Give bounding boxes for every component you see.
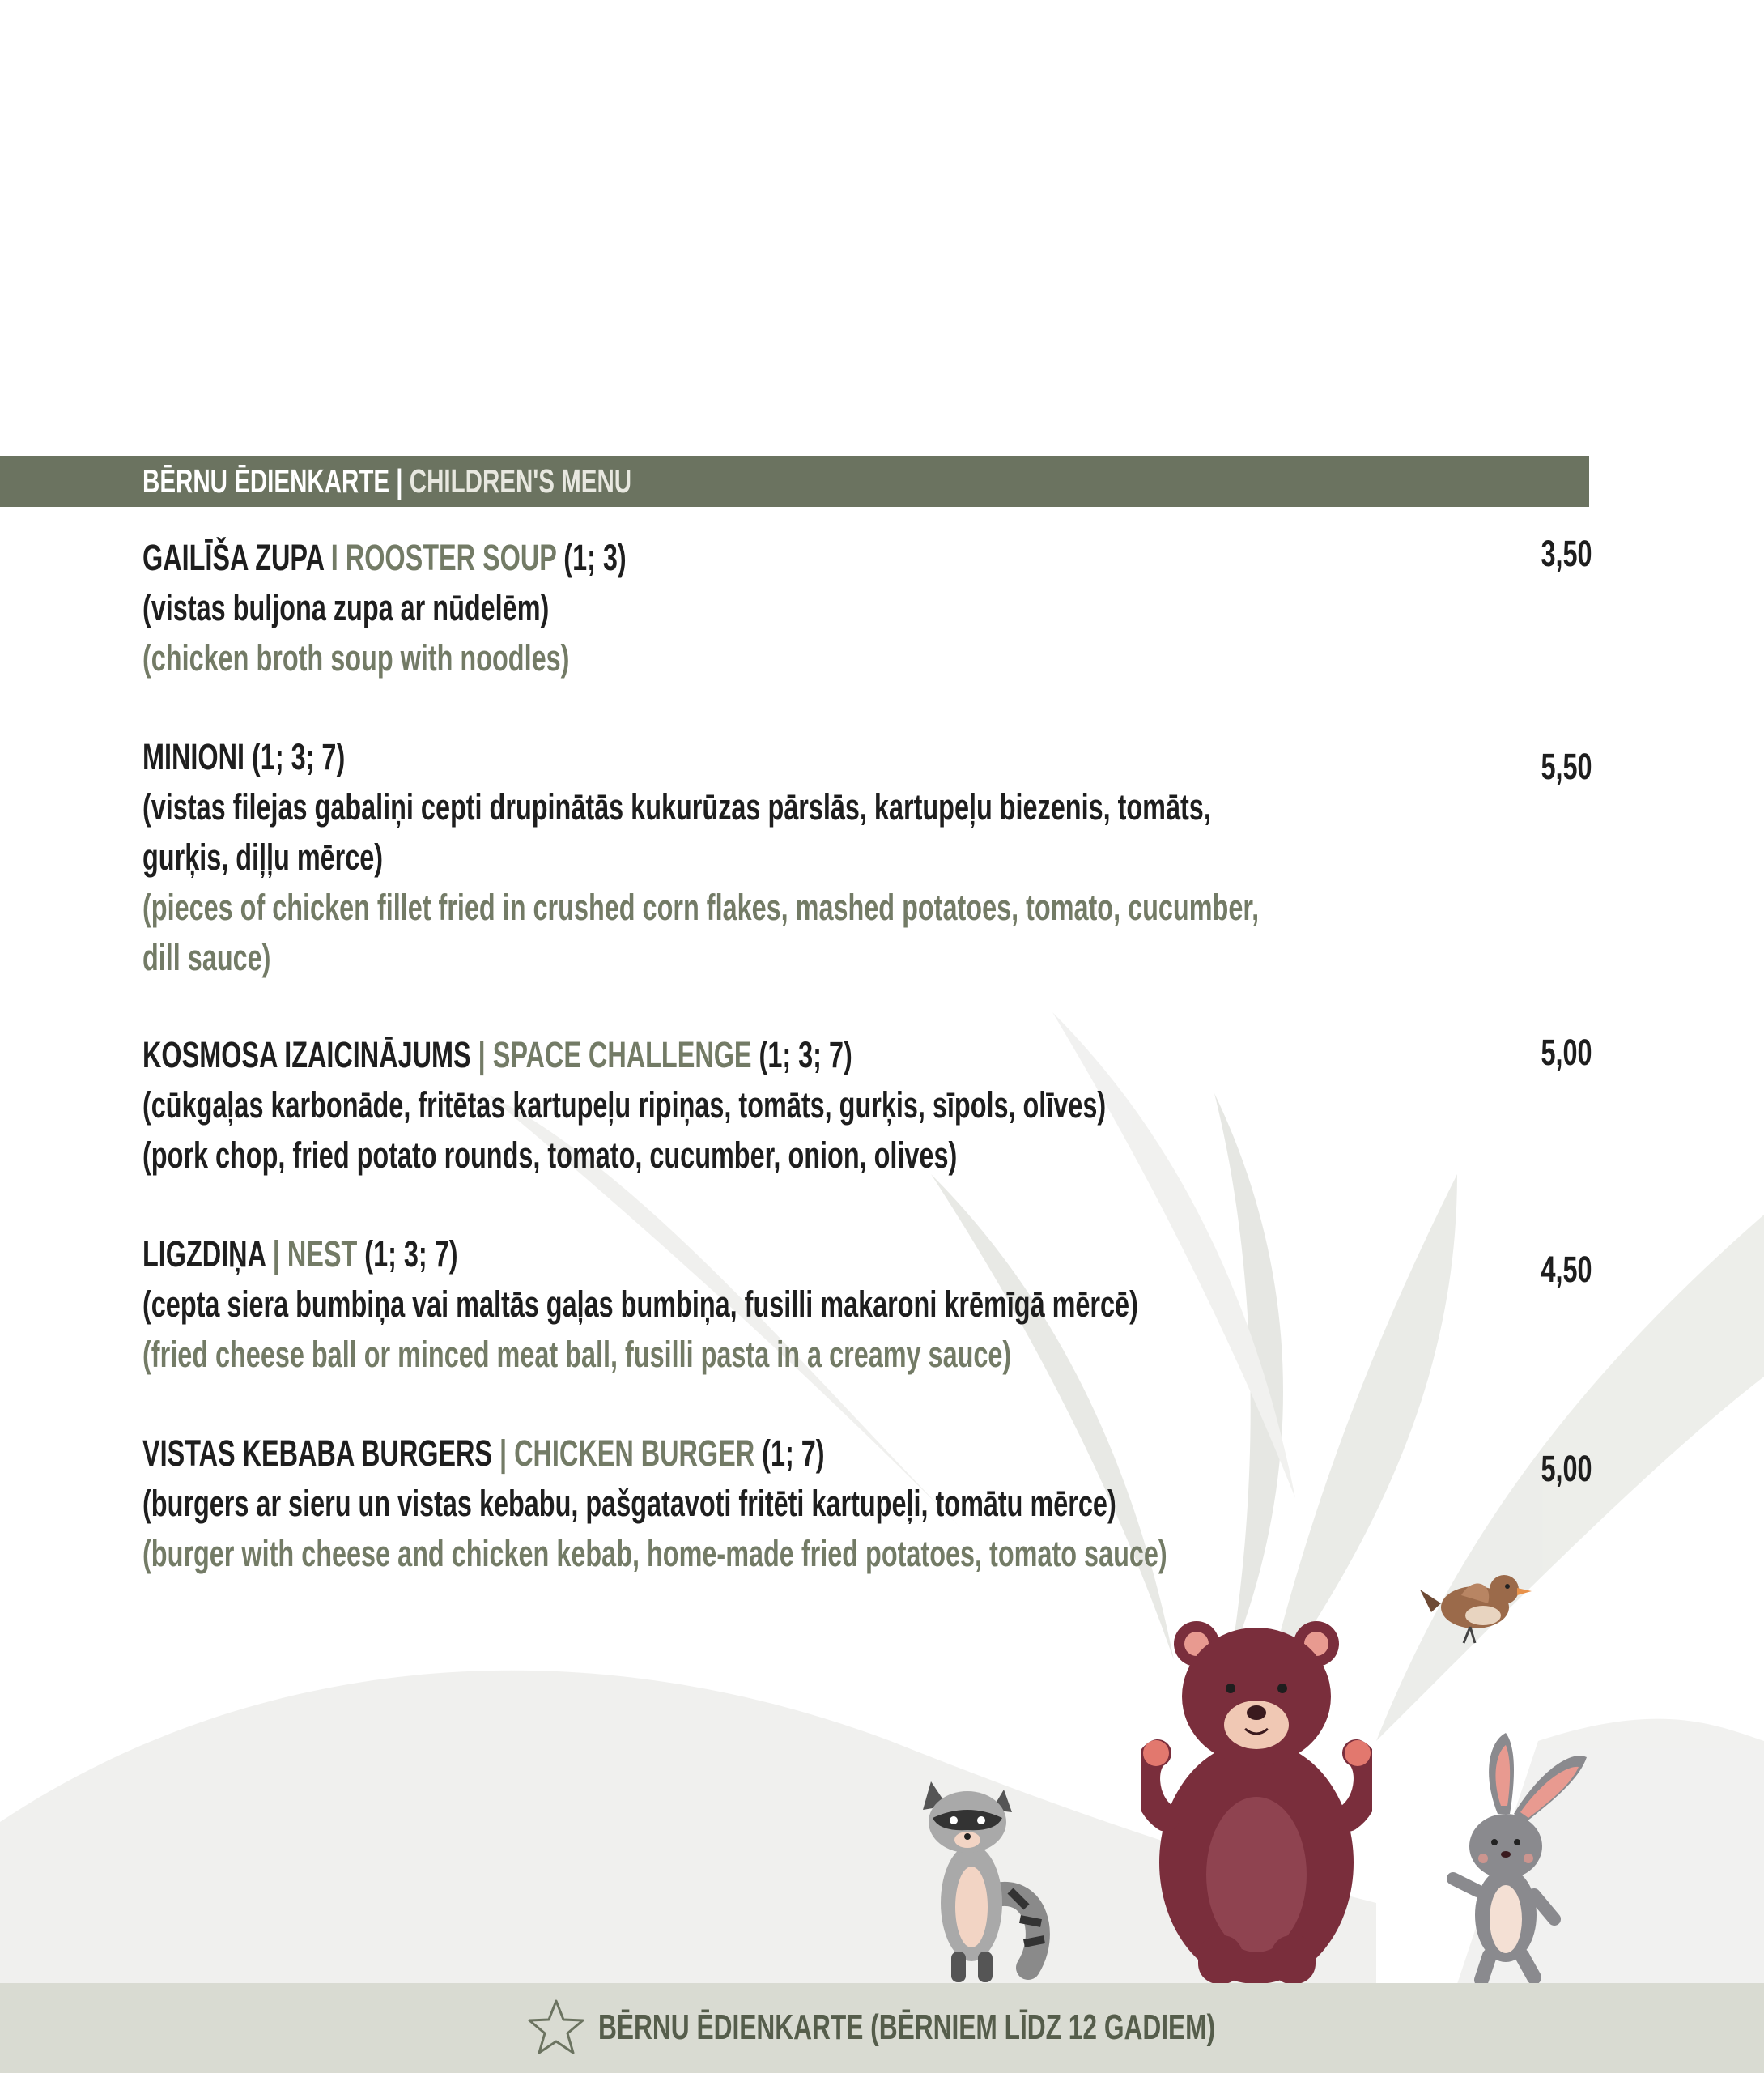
allergens: (1; 3; 7) [364,1233,458,1275]
dish-name-lv: VISTAS KEBABA BURGERS [142,1432,493,1474]
bear-illustration [1141,1615,1372,1984]
footer-bar [0,1983,1764,2073]
allergens: (1; 3; 7) [759,1034,852,1075]
dish-description-lv: (cepta siera bumbiņa vai maltās gaļas bumbiņa, fusilli makaroni krēmīgā mērcē) [142,1283,1138,1325]
menu-item-space-challenge [142,1030,1341,1181]
dish-description-en: (burger with cheese and chicken kebab, home-made fried potatoes, tomato sauce) [142,1533,1167,1574]
star-outline-icon [527,1998,585,2056]
price: 5,00 [1541,1448,1592,1489]
menu-item-name [142,732,1005,782]
allergens: (1; 3; 7) [252,736,346,777]
price: 5,50 [1541,746,1592,787]
section-title-en: CHILDREN'S MENU [409,462,632,500]
dish-description-lv: (cūkgaļas karbonāde, fritētas kartupeļu ripiņas, tomāts, gurķis, sīpols, olīves) [142,1084,1107,1126]
dish-description-lv-line1: (vistas filejas gabaliņi cepti drupinātās kukurūzas pārslās, kartupeļu biezenis, tomāts, [142,786,1211,828]
dish-name-en: ROOSTER SOUP [345,537,557,578]
dish-name-en: CHICKEN BURGER [514,1432,755,1474]
dish-name-lv: LIGZDIŅA [142,1233,266,1275]
dish-description-en: (fried cheese ball or minced meat ball, fusilli pasta in a creamy sauce) [142,1334,1012,1375]
bird-illustration [1417,1559,1538,1656]
footer-text: BĒRNU ĒDIENKARTE (BĒRNIEM LĪDZ 12 GADIEM) [598,2007,1216,2047]
dish-description-en: (chicken broth soup with noodles) [142,637,570,679]
allergens: (1; 3) [563,537,627,578]
price: 3,50 [1541,533,1592,574]
rabbit-illustration [1433,1725,1595,1984]
dish-name-en: NEST [287,1233,358,1275]
menu-item-name [142,533,1005,583]
menu-item-nest [142,1229,1341,1380]
price: 4,50 [1541,1249,1592,1290]
raccoon-illustration [915,1765,1052,1984]
dish-description-en: (pork chop, fried potato rounds, tomato, cucumber, onion, olives) [142,1134,958,1176]
section-title-separator: | [396,462,403,500]
name-separator: | [499,1432,508,1474]
menu-item-name [142,1428,1005,1479]
menu-item-chicken-burger [142,1428,1341,1579]
name-separator: | [478,1034,486,1075]
dish-description-lv: (burgers ar sieru un vistas kebabu, pašgatavoti fritēti kartupeļi, tomātu mērce) [142,1483,1116,1524]
menu-item-name [142,1030,1005,1080]
price: 5,00 [1541,1032,1592,1073]
dish-description-en-line2: dill sauce) [142,937,271,978]
menu-item-minioni [142,732,1341,983]
dish-description-lv-line2: gurķis, diļļu mērce) [142,836,384,878]
menu-item-name [142,1229,1005,1279]
allergens: (1; 7) [762,1432,825,1474]
section-title [142,462,631,500]
dish-description-en-line1: (pieces of chicken fillet fried in crushed corn flakes, mashed potatoes, tomato, cucumber, [142,887,1260,928]
section-header-bar [0,456,1589,507]
name-separator: | [272,1233,280,1275]
dish-name-en: SPACE CHALLENGE [492,1034,752,1075]
dish-description-lv: (vistas buljona zupa ar nūdelēm) [142,587,550,628]
dish-name-lv: MINIONI [142,736,244,777]
name-separator: I [330,537,338,578]
menu-item-rooster-soup [142,533,1341,683]
section-title-lv: BĒRNU ĒDIENKARTE [142,462,390,500]
dish-name-lv: KOSMOSA IZAICINĀJUMS [142,1034,471,1075]
dish-name-lv: GAILĪŠA ZUPA [142,537,324,578]
